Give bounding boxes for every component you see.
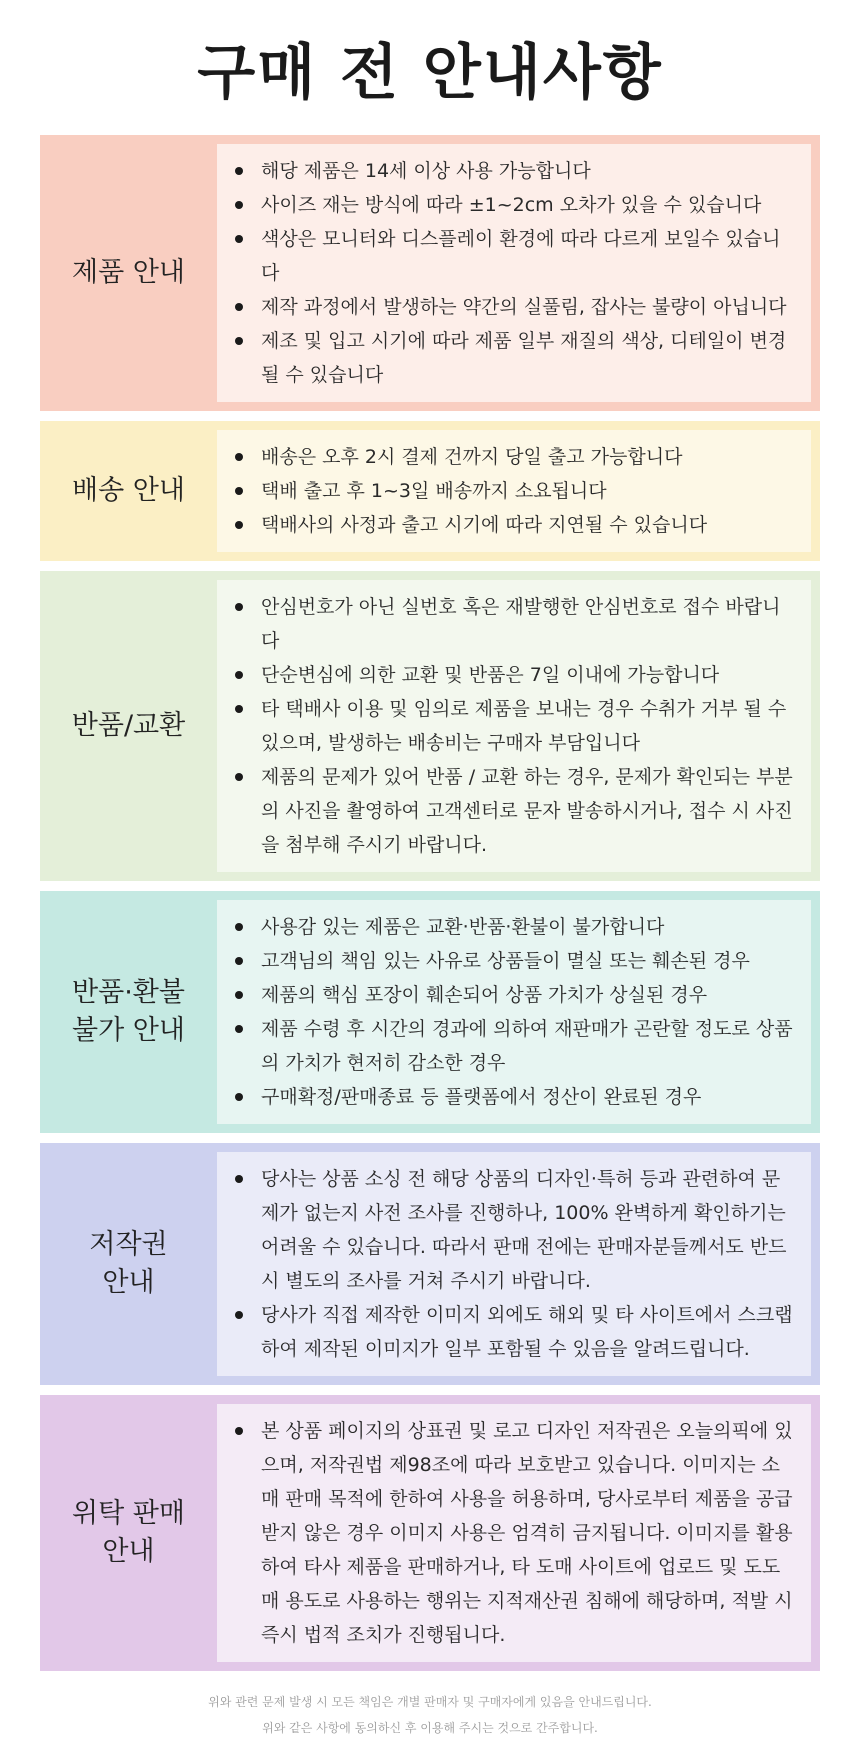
notice-sections xyxy=(0,135,860,1671)
list-item: 제품의 핵심 포장이 훼손되어 상품 가치가 상실된 경우 xyxy=(231,978,795,1012)
section-content xyxy=(217,144,811,402)
bullet-list xyxy=(231,1414,795,1652)
list-item: 제작 과정에서 발생하는 약간의 실풀림, 잡사는 불량이 아닙니다 xyxy=(231,290,795,324)
section-label: 위탁 판매 안내 xyxy=(72,1498,185,1567)
list-item: 단순변심에 의한 교환 및 반품은 7일 이내에 가능합니다 xyxy=(231,658,795,692)
footer-line-2: 위와 같은 사항에 동의하신 후 이용해 주시는 것으로 간주합니다. xyxy=(262,1721,598,1735)
section-content xyxy=(217,900,811,1124)
list-item: 제품의 문제가 있어 반품 / 교환 하는 경우, 문제가 확인되는 부분의 사진을 촬영하여 고객센터로 문자 발송하시거나, 접수 시 사진을 첨부해 주시기 바랍니다. xyxy=(231,760,795,862)
list-item: 택배 출고 후 1~3일 배송까지 소요됩니다 xyxy=(231,474,795,508)
notice-section xyxy=(40,421,820,561)
list-item: 당사가 직접 제작한 이미지 외에도 해외 및 타 사이트에서 스크랩하여 제작된 이미지가 일부 포함될 수 있음을 알려드립니다. xyxy=(231,1298,795,1366)
footer-line-1: 위와 관련 문제 발생 시 모든 책임은 개별 판매자 및 구매자에게 있음을 안내드립니다. xyxy=(208,1695,652,1709)
list-item: 배송은 오후 2시 결제 건까지 당일 출고 가능합니다 xyxy=(231,440,795,474)
notice-section xyxy=(40,571,820,881)
list-item: 고객님의 책임 있는 사유로 상품들이 멸실 또는 훼손된 경우 xyxy=(231,944,795,978)
section-label: 배송 안내 xyxy=(72,475,185,506)
list-item: 해당 제품은 14세 이상 사용 가능합니다 xyxy=(231,154,795,188)
notice-section xyxy=(40,891,820,1133)
list-item: 제품 수령 후 시간의 경과에 의하여 재판매가 곤란할 정도로 상품의 가치가 현저히 감소한 경우 xyxy=(231,1012,795,1080)
notice-section xyxy=(40,1395,820,1671)
section-label: 반품/교환 xyxy=(71,710,186,741)
section-label: 저작권 안내 xyxy=(89,1229,168,1298)
section-content xyxy=(217,1404,811,1662)
list-item: 사용감 있는 제품은 교환·반품·환불이 불가합니다 xyxy=(231,910,795,944)
list-item: 본 상품 페이지의 상표권 및 로고 디자인 저작권은 오늘의픽에 있으며, 저작권법 제98조에 따라 보호받고 있습니다. 이미지는 소매 판매 목적에 한하여 사용을 허용하며, 당사로부터 제품을 공급받지 않은 경우 이미지 사용은 엄격히 금지됩니다. 이미지를 활용하여 타사 제품을 판매하거나, 타 도매 사이트에 업로드 및 도도매 용도로 사용하는 행위는 지적재산권 침해에 해당하며, 적발 시 즉시 법적 조치가 진행됩니다. xyxy=(231,1414,795,1652)
bullet-list xyxy=(231,440,795,542)
list-item: 안심번호가 아닌 실번호 혹은 재발행한 안심번호로 접수 바랍니다 xyxy=(231,590,795,658)
section-label: 제품 안내 xyxy=(72,257,185,288)
list-item: 택배사의 사정과 출고 시기에 따라 지연될 수 있습니다 xyxy=(231,508,795,542)
page-title: 구매 전 안내사항 xyxy=(197,37,663,108)
section-content xyxy=(217,430,811,552)
bullet-list xyxy=(231,154,795,392)
list-item: 타 택배사 이용 및 임의로 제품을 보내는 경우 수취가 거부 될 수 있으며, 발생하는 배송비는 구매자 부담입니다 xyxy=(231,692,795,760)
section-content xyxy=(217,580,811,872)
bullet-list xyxy=(231,1162,795,1366)
list-item: 구매확정/판매종료 등 플랫폼에서 정산이 완료된 경우 xyxy=(231,1080,795,1114)
list-item: 색상은 모니터와 디스플레이 환경에 따라 다르게 보일수 있습니다 xyxy=(231,222,795,290)
notice-section xyxy=(40,1143,820,1385)
list-item: 제조 및 입고 시기에 따라 제품 일부 재질의 색상, 디테일이 변경될 수 있습니다 xyxy=(231,324,795,392)
section-label: 반품·환불 불가 안내 xyxy=(72,977,185,1046)
list-item: 당사는 상품 소싱 전 해당 상품의 디자인·특허 등과 관련하여 문제가 없는지 사전 조사를 진행하나, 100% 완벽하게 확인하기는 어려울 수 있습니다. 따라서 판매 전에는 판매자분들께서도 반드시 별도의 조사를 거쳐 주시기 바랍니다. xyxy=(231,1162,795,1298)
bullet-list xyxy=(231,910,795,1114)
list-item: 사이즈 재는 방식에 따라 ±1~2cm 오차가 있을 수 있습니다 xyxy=(231,188,795,222)
bullet-list xyxy=(231,590,795,862)
notice-section xyxy=(40,135,820,411)
section-content xyxy=(217,1152,811,1376)
footer-notice xyxy=(0,1689,860,1741)
